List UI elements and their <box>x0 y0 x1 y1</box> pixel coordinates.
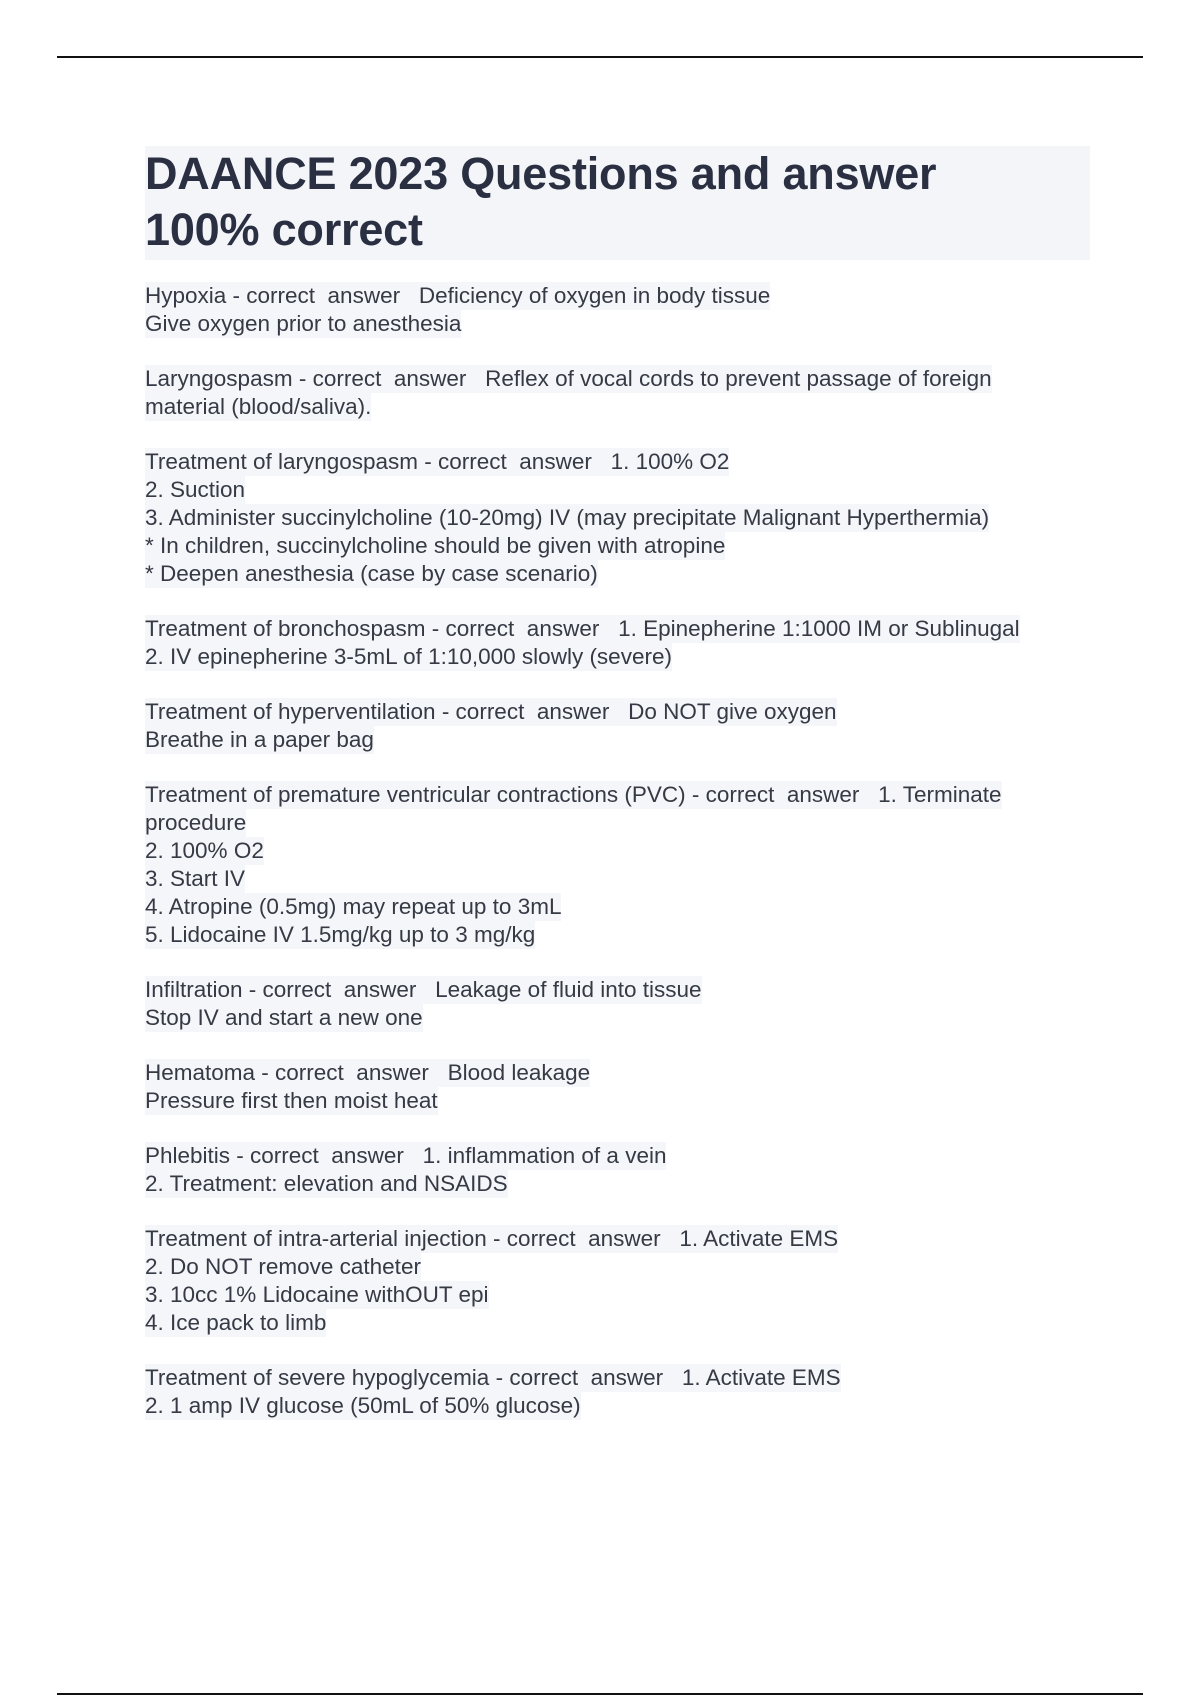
qa-entry <box>145 1142 1090 1198</box>
qa-answer-line: Pressure first then moist heat <box>145 1088 438 1113</box>
qa-entry <box>145 448 1090 588</box>
qa-entry <box>145 1225 1090 1337</box>
qa-question-line: Treatment of premature ventricular contractions (PVC) - correct answer 1. Terminate <box>145 782 1002 807</box>
qa-question-line: Treatment of laryngospasm - correct answer 1. 100% O2 <box>145 449 730 474</box>
title-line-1: DAANCE 2023 Questions and answer <box>145 148 937 199</box>
qa-answer-line: 2. Suction <box>145 477 246 502</box>
qa-answer-line: 2. Treatment: elevation and NSAIDS <box>145 1171 508 1196</box>
qa-answer-line: 4. Atropine (0.5mg) may repeat up to 3mL <box>145 894 562 919</box>
qa-answer-line: 3. Administer succinylcholine (10-20mg) IV (may precipitate Malignant Hyperthermia) <box>145 505 990 530</box>
qa-answer-line: 4. Ice pack to limb <box>145 1310 327 1335</box>
qa-answer-line: * In children, succinylcholine should be given with atropine <box>145 533 726 558</box>
qa-entry <box>145 781 1090 949</box>
qa-question-line: Treatment of hyperventilation - correct answer Do NOT give oxygen <box>145 699 837 724</box>
qa-answer-line: procedure <box>145 810 247 835</box>
qa-answer-line: material (blood/saliva). <box>145 394 372 419</box>
qa-entry <box>145 1059 1090 1115</box>
qa-answer-line: Give oxygen prior to anesthesia <box>145 311 462 336</box>
qa-entry <box>145 1364 1090 1420</box>
bottom-divider <box>57 1693 1143 1695</box>
document-title <box>145 146 1090 260</box>
title-line-2: 100% correct <box>145 204 423 255</box>
qa-answer-line: 2. Do NOT remove catheter <box>145 1254 421 1279</box>
qa-answer-line: 5. Lidocaine IV 1.5mg/kg up to 3 mg/kg <box>145 922 536 947</box>
qa-question-line: Infiltration - correct answer Leakage of fluid into tissue <box>145 977 702 1002</box>
qa-question-line: Phlebitis - correct answer 1. inflammation of a vein <box>145 1143 667 1168</box>
qa-answer-line: Breathe in a paper bag <box>145 727 374 752</box>
top-divider <box>57 56 1143 58</box>
qa-answer-line: 3. 10cc 1% Lidocaine withOUT epi <box>145 1282 489 1307</box>
qa-answer-line: Stop IV and start a new one <box>145 1005 423 1030</box>
qa-question-line: Treatment of intra-arterial injection - correct answer 1. Activate EMS <box>145 1226 839 1251</box>
qa-question-line: Treatment of bronchospasm - correct answer 1. Epinepherine 1:1000 IM or Sublinugal <box>145 616 1020 641</box>
qa-question-line: Treatment of severe hypoglycemia - correct answer 1. Activate EMS <box>145 1365 841 1390</box>
qa-answer-line: 2. 1 amp IV glucose (50mL of 50% glucose) <box>145 1393 581 1418</box>
qa-answer-line: 2. 100% O2 <box>145 838 264 863</box>
qa-answer-line: 2. IV epinepherine 3-5mL of 1:10,000 slowly (severe) <box>145 644 672 669</box>
qa-question-line: Hematoma - correct answer Blood leakage <box>145 1060 591 1085</box>
qa-entry <box>145 282 1090 338</box>
qa-entry <box>145 976 1090 1032</box>
qa-question-line: Laryngospasm - correct answer Reflex of vocal cords to prevent passage of foreign <box>145 366 992 391</box>
qa-list <box>145 282 1090 1420</box>
qa-answer-line: * Deepen anesthesia (case by case scenario) <box>145 561 598 586</box>
qa-entry <box>145 365 1090 421</box>
qa-entry <box>145 698 1090 754</box>
qa-entry <box>145 615 1090 671</box>
document-body <box>145 146 1090 1447</box>
qa-question-line: Hypoxia - correct answer Deficiency of oxygen in body tissue <box>145 283 771 308</box>
qa-answer-line: 3. Start IV <box>145 866 246 891</box>
